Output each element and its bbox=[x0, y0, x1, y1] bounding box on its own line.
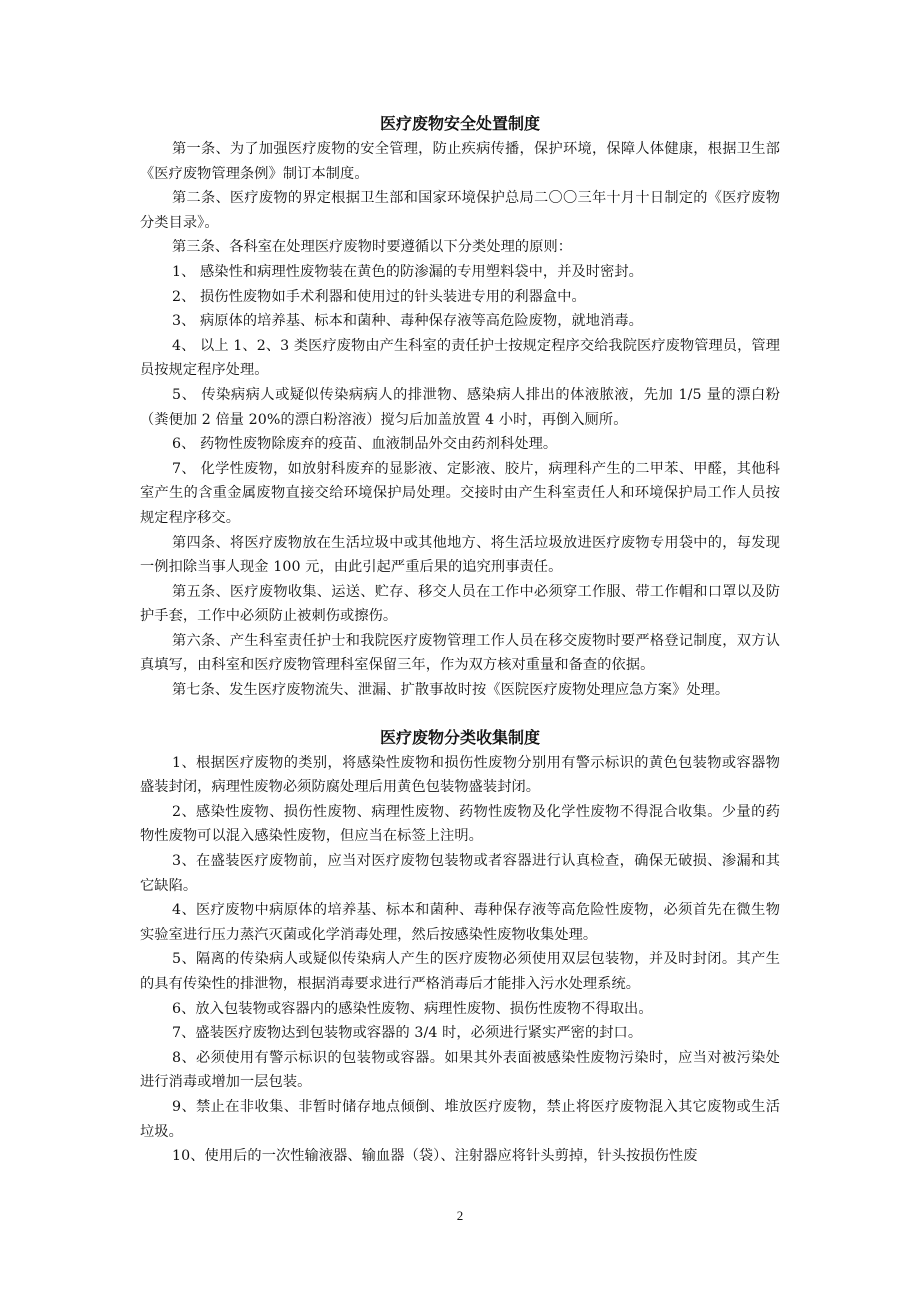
paragraph: 第五条、医疗废物收集、运送、贮存、移交人员在工作中必须穿工作服、带工作帽和口罩以及防护手套，工作中必须防止被刺伤或擦伤。 bbox=[140, 583, 780, 625]
paragraph: 3、在盛装医疗废物前，应当对医疗废物包装物或者容器进行认真检查，确保无破损、渗漏和其它缺陷。 bbox=[140, 853, 780, 894]
paragraph: 4、医疗废物中病原体的培养基、标本和菌种、毒种保存液等高危险性废物，必须首先在微生物实验室进行压力蒸汽灭菌或化学消毒处理，然后按感染性废物收集处理。 bbox=[140, 902, 780, 943]
paragraph: 第四条、将医疗废物放在生活垃圾中或其他地方、将生活垃圾放进医疗废物专用袋中的，每发现一例扣除当事人现金 100 元，由此引起严重后果的追究刑事责任。 bbox=[140, 534, 780, 576]
paragraph: 6、放入包装物或容器内的感染性废物、病理性废物、损伤性废物不得取出。 bbox=[172, 1000, 653, 1017]
paragraph: 5、隔离的传染病人或疑似传染病人产生的医疗废物必须使用双层包装物，并及时封闭。其产生的具有传染性的排泄物，根据消毒要求进行严格消毒后才能排入污水处理系统。 bbox=[140, 951, 780, 992]
paragraph: 5、 传染病病人或疑似传染病病人的排泄物、感染病人排出的体液脓液，先加 1/5 量的漂白粉（粪便加 2 倍量 20%的漂白粉溶液）搅匀后加盖放置 4 小时，再倒入厕所。 bbox=[140, 386, 780, 428]
document-page bbox=[140, 0, 780, 1169]
paragraph: 2、 损伤性废物如手术利器和使用过的针头装进专用的利器盒中。 bbox=[172, 288, 586, 305]
paragraph: 第七条、发生医疗废物流失、泄漏、扩散事故时按《医院医疗废物处理应急方案》处理。 bbox=[172, 682, 730, 699]
paragraph: 第一条、为了加强医疗废物的安全管理，防止疾病传播，保护环境，保障人体健康，根据卫生部《医疗废物管理条例》制订本制度。 bbox=[140, 141, 780, 182]
paragraph: 2、感染性废物、损伤性废物、病理性废物、药物性废物及化学性废物不得混合收集。少量的药物性废物可以混入感染性废物，但应当在标签上注明。 bbox=[140, 803, 780, 845]
paragraph: 6、 药物性废物除废弃的疫苗、血液制品外交由药剂科处理。 bbox=[172, 436, 558, 453]
paragraph: 3、 病原体的培养基、标本和菌种、毒种保存液等高危险废物，就地消毒。 bbox=[172, 313, 643, 330]
paragraph: 8、必须使用有警示标识的包装物或容器。如果其外表面被感染性废物污染时，应当对被污染处进行消毒或增加一层包装。 bbox=[140, 1049, 780, 1091]
page-number: 2 bbox=[456, 1208, 464, 1223]
section-body-safe-disposal bbox=[140, 137, 780, 703]
paragraph: 7、盛装医疗废物达到包装物或容器的 3/4 时，必须进行紧实严密的封口。 bbox=[172, 1025, 643, 1042]
paragraph: 1、根据医疗废物的类别，将感染性废物和损伤性废物分别用有警示标识的黄色包装物或容器物盛装封闭，病理性废物必须防腐处理后用黄色包装物盛装封闭。 bbox=[140, 754, 780, 796]
paragraph: 第二条、医疗废物的界定根据卫生部和国家环境保护总局二〇〇三年十月十日制定的《医疗废物分类目录》。 bbox=[140, 190, 780, 231]
section-title-classified-collection: 医疗废物分类收集制度 bbox=[379, 727, 540, 747]
paragraph: 4、 以上 1、2、3 类医疗废物由产生科室的责任护士按规定程序交给我院医疗废物管理员，管理员按规定程序处理。 bbox=[140, 337, 780, 379]
paragraph: 第三条、各科室在处理医疗废物时要遵循以下分类处理的原则： bbox=[172, 239, 573, 256]
paragraph: 7、 化学性废物，如放射科废弃的显影液、定影液、胶片，病理科产生的二甲苯、甲醛，其他科室产生的含重金属废物直接交给环境保护局处理。交接时由产生科室责任人和环境保护局工作人员按规定程序移交。 bbox=[140, 460, 780, 526]
paragraph: 9、禁止在非收集、非暂时储存地点倾倒、堆放医疗废物，禁止将医疗废物混入其它废物或生活垃圾。 bbox=[140, 1098, 780, 1140]
paragraph: 第六条、产生科室责任护士和我院医疗废物管理工作人员在移交废物时要严格登记制度，双方认真填写，由科室和医疗废物管理科室保留三年，作为双方核对重量和备查的依据。 bbox=[140, 632, 780, 674]
paragraph: 1、 感染性和病理性废物装在黄色的防渗漏的专用塑料袋中，并及时密封。 bbox=[172, 263, 643, 280]
section-body-classified-collection bbox=[140, 751, 780, 1169]
section-title-safe-disposal: 医疗废物安全处置制度 bbox=[379, 114, 540, 133]
paragraph: 10、使用后的一次性输液器、输血器（袋）、注射器应将针头剪掉，针头按损伤性废 bbox=[172, 1148, 698, 1165]
